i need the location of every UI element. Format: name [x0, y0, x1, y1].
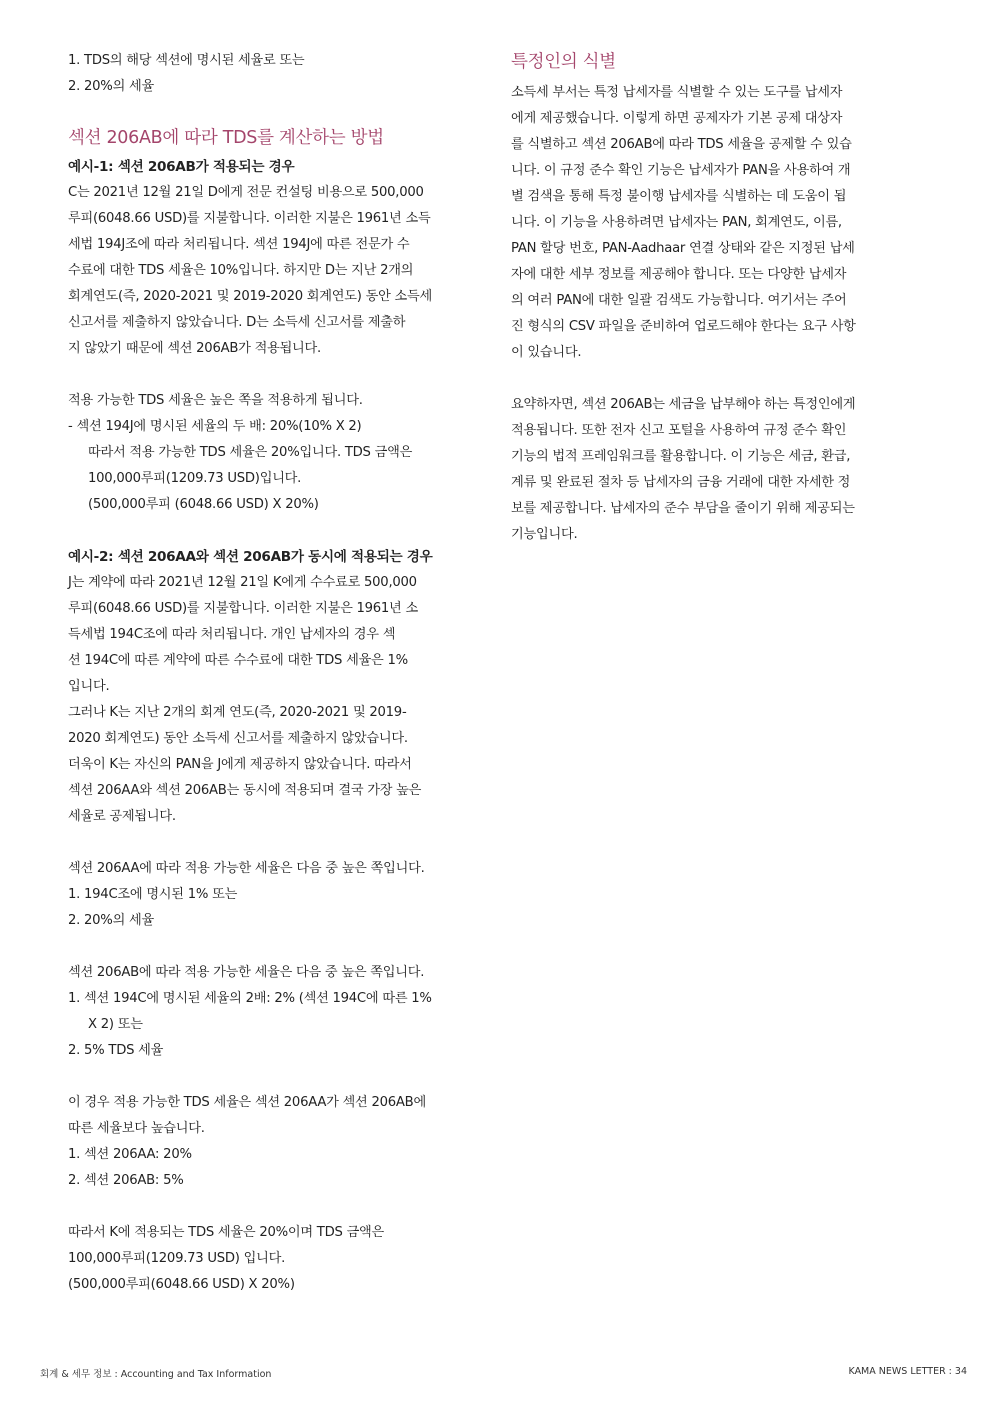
paragraph-line: C는 2021년 12월 21일 D에게 전문 컨설팅 비용으로 500,000: [68, 185, 424, 200]
paragraph-line: 에게 제공했습니다. 이렇게 하면 공제자가 기본 공제 대상자: [511, 111, 843, 126]
left-column: [68, 48, 490, 1298]
example1-title: 예시-1: 섹션 206AB가 적용되는 경우: [68, 159, 295, 175]
list-item: 2. 20%의 세율: [68, 913, 154, 928]
paragraph-line: 션 194C에 따른 계약에 따른 수수료에 대한 TDS 세율은 1%: [68, 653, 408, 668]
paragraph-line: 적용 가능한 TDS 세율은 높은 쪽을 적용하게 됩니다.: [68, 393, 363, 408]
paragraph-line: 100,000루피(1209.73 USD)입니다.: [88, 471, 302, 486]
paragraph-line: 섹션 206AA에 따라 적용 가능한 세율은 다음 중 높은 쪽입니다.: [68, 861, 425, 876]
paragraph-line: J는 계약에 따라 2021년 12월 21일 K에게 수수료로 500,000: [68, 575, 417, 590]
paragraph-line: 세법 194J조에 따라 처리됩니다. 섹션 194J에 따른 전문가 수: [68, 237, 410, 252]
paragraph-line: 득세법 194C조에 따라 처리됩니다. 개인 납세자의 경우 섹: [68, 627, 396, 642]
paragraph-line: 니다. 이 기능을 사용하려면 납세자는 PAN, 회계연도, 이름,: [511, 215, 842, 230]
paragraph-line: 계류 및 완료된 절차 등 납세자의 금융 거래에 대한 자세한 정: [511, 475, 851, 490]
footer-section-label: 회계 & 세무 정보 : Accounting and Tax Information: [40, 1369, 272, 1380]
paragraph-line: 루피(6048.66 USD)를 지불합니다. 이러한 지불은 1961년 소: [68, 601, 418, 616]
paragraph-line: 니다. 이 규정 준수 확인 기능은 납세자가 PAN을 사용하여 개: [511, 163, 851, 178]
list-item-continuation: X 2) 또는: [88, 1017, 143, 1032]
paragraph-line: 별 검색을 통해 특정 불이행 납세자를 식별하는 데 도움이 됩: [511, 189, 847, 204]
paragraph-line: 세율로 공제됩니다.: [68, 809, 176, 824]
footer-page-number: KAMA NEWS LETTER : 34: [848, 1366, 967, 1377]
paragraph-line: 더욱이 K는 자신의 PAN을 J에게 제공하지 않았습니다. 따라서: [68, 757, 412, 772]
list-item: 2. 5% TDS 세율: [68, 1043, 164, 1058]
paragraph-line: 진 형식의 CSV 파일을 준비하여 업로드해야 한다는 요구 사항: [511, 319, 856, 334]
paragraph-line: 따른 세율보다 높습니다.: [68, 1121, 205, 1136]
paragraph-line: 요약하자면, 섹션 206AB는 세금을 납부해야 하는 특정인에게: [511, 397, 856, 412]
paragraph-line: 루피(6048.66 USD)를 지불합니다. 이러한 지불은 1961년 소득: [68, 211, 431, 226]
paragraph-line: 따라서 K에 적용되는 TDS 세율은 20%이며 TDS 금액은: [68, 1225, 385, 1240]
paragraph-line: 자에 대한 세부 정보를 제공해야 합니다. 또는 다양한 납세자: [511, 267, 847, 282]
section-heading-206ab-calc: 섹션 206AB에 따라 TDS를 계산하는 방법: [68, 128, 384, 148]
paragraph-line: 회계연도(즉, 2020-2021 및 2019-2020 회계연도) 동안 소득세: [68, 289, 432, 304]
paragraph-line: 100,000루피(1209.73 USD) 입니다.: [68, 1251, 286, 1266]
right-column: [511, 48, 931, 548]
paragraph-line: 기능입니다.: [511, 527, 578, 542]
paragraph-line: PAN 할당 번호, PAN-Aadhaar 연결 상태와 같은 지정된 납세: [511, 241, 855, 256]
paragraph-line: 기능의 법적 프레임워크를 활용합니다. 이 기능은 세금, 환급,: [511, 449, 851, 464]
paragraph-line: 그러나 K는 지난 2개의 회계 연도(즉, 2020-2021 및 2019-: [68, 705, 407, 720]
paragraph-line: 이 경우 적용 가능한 TDS 세율은 섹션 206AA가 섹션 206AB에: [68, 1095, 426, 1110]
list-item: 1. TDS의 해당 섹션에 명시된 세율로 또는: [68, 53, 305, 68]
paragraph-line: 따라서 적용 가능한 TDS 세율은 20%입니다. TDS 금액은: [88, 445, 413, 460]
section-heading-identification: 특정인의 식별: [511, 52, 616, 72]
paragraph-line: (500,000루피(6048.66 USD) X 20%): [68, 1277, 295, 1292]
paragraph-line: 섹션 206AA와 섹션 206AB는 동시에 적용되며 결국 가장 높은: [68, 783, 422, 798]
paragraph-line: 보를 제공합니다. 납세자의 준수 부담을 줄이기 위해 제공되는: [511, 501, 855, 516]
paragraph-line: 섹션 206AB에 따라 적용 가능한 세율은 다음 중 높은 쪽입니다.: [68, 965, 425, 980]
paragraph-line: 를 식별하고 섹션 206AB에 따라 TDS 세율을 공제할 수 있습: [511, 137, 852, 152]
paragraph-line: 지 않았기 때문에 섹션 206AB가 적용됩니다.: [68, 341, 321, 356]
list-item: 2. 20%의 세율: [68, 79, 154, 94]
list-item: 1. 섹션 194C에 명시된 세율의 2배: 2% (섹션 194C에 따른 1%: [68, 991, 432, 1006]
paragraph-line: 신고서를 제출하지 않았습니다. D는 소득세 신고서를 제출하: [68, 315, 406, 330]
paragraph-line: 의 여러 PAN에 대한 일괄 검색도 가능합니다. 여기서는 주어: [511, 293, 847, 308]
paragraph-line: 소득세 부서는 특정 납세자를 식별할 수 있는 도구를 납세자: [511, 85, 843, 100]
paragraph-line: (500,000루피 (6048.66 USD) X 20%): [88, 497, 319, 512]
paragraph-line: 이 있습니다.: [511, 345, 582, 360]
list-item: 1. 섹션 206AA: 20%: [68, 1147, 192, 1162]
list-item: 2. 섹션 206AB: 5%: [68, 1173, 184, 1188]
bullet-item: - 섹션 194J에 명시된 세율의 두 배: 20%(10% X 2): [68, 419, 362, 434]
paragraph-line: 입니다.: [68, 679, 110, 694]
paragraph-line: 적용됩니다. 또한 전자 신고 포털을 사용하여 규정 준수 확인: [511, 423, 847, 438]
paragraph-line: 2020 회계연도) 동안 소득세 신고서를 제출하지 않았습니다.: [68, 731, 408, 746]
example2-title: 예시-2: 섹션 206AA와 섹션 206AB가 동시에 적용되는 경우: [68, 549, 433, 565]
list-item: 1. 194C조에 명시된 1% 또는: [68, 887, 238, 902]
paragraph-line: 수료에 대한 TDS 세율은 10%입니다. 하지만 D는 지난 2개의: [68, 263, 414, 278]
